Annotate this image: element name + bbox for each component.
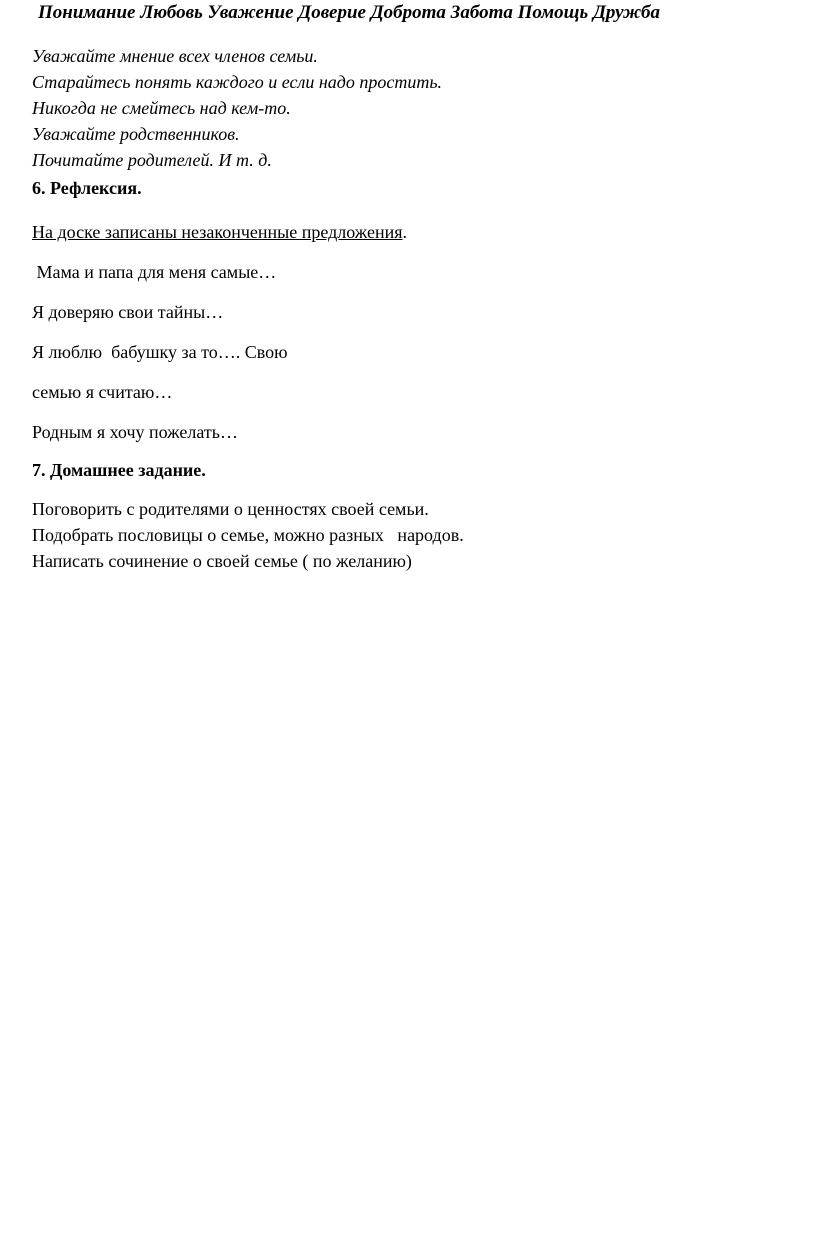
rule-item: Уважайте мнение всех членов семьи. <box>32 46 318 66</box>
reflection-heading: 6. Рефлексия. <box>32 178 142 198</box>
reflection-intro <box>32 220 407 244</box>
family-rules-list <box>32 43 442 173</box>
rule-item: Никогда не смейтесь над кем-то. <box>32 98 291 118</box>
unfinished-sentence: семью я считаю… <box>32 382 173 402</box>
unfinished-sentence: Я доверяю свои тайны… <box>32 302 224 322</box>
unfinished-sentence: Родным я хочу пожелать… <box>32 422 238 442</box>
unfinished-sentence: Мама и папа для меня самые… <box>32 262 277 282</box>
homework-heading: 7. Домашнее задание. <box>32 460 206 480</box>
rule-item: Уважайте родственников. <box>32 124 240 144</box>
homework-list <box>32 496 464 574</box>
reflection-intro-underlined: На доске записаны незаконченные предложения <box>32 222 403 242</box>
homework-item: Подобрать пословицы о семье, можно разных народов. <box>32 525 464 545</box>
values-title: Понимание Любовь Уважение Доверие Доброта Забота Помощь Дружба <box>38 2 660 23</box>
rule-item: Почитайте родителей. И т. д. <box>32 150 272 170</box>
homework-item: Написать сочинение о своей семье ( по желанию) <box>32 551 412 571</box>
unfinished-sentence: Я люблю бабушку за то…. Свою <box>32 342 288 362</box>
rule-item: Старайтесь понять каждого и если надо простить. <box>32 72 443 92</box>
homework-item: Поговорить с родителями о ценностях своей семьи. <box>32 499 429 519</box>
reflection-intro-end: . <box>402 222 408 242</box>
